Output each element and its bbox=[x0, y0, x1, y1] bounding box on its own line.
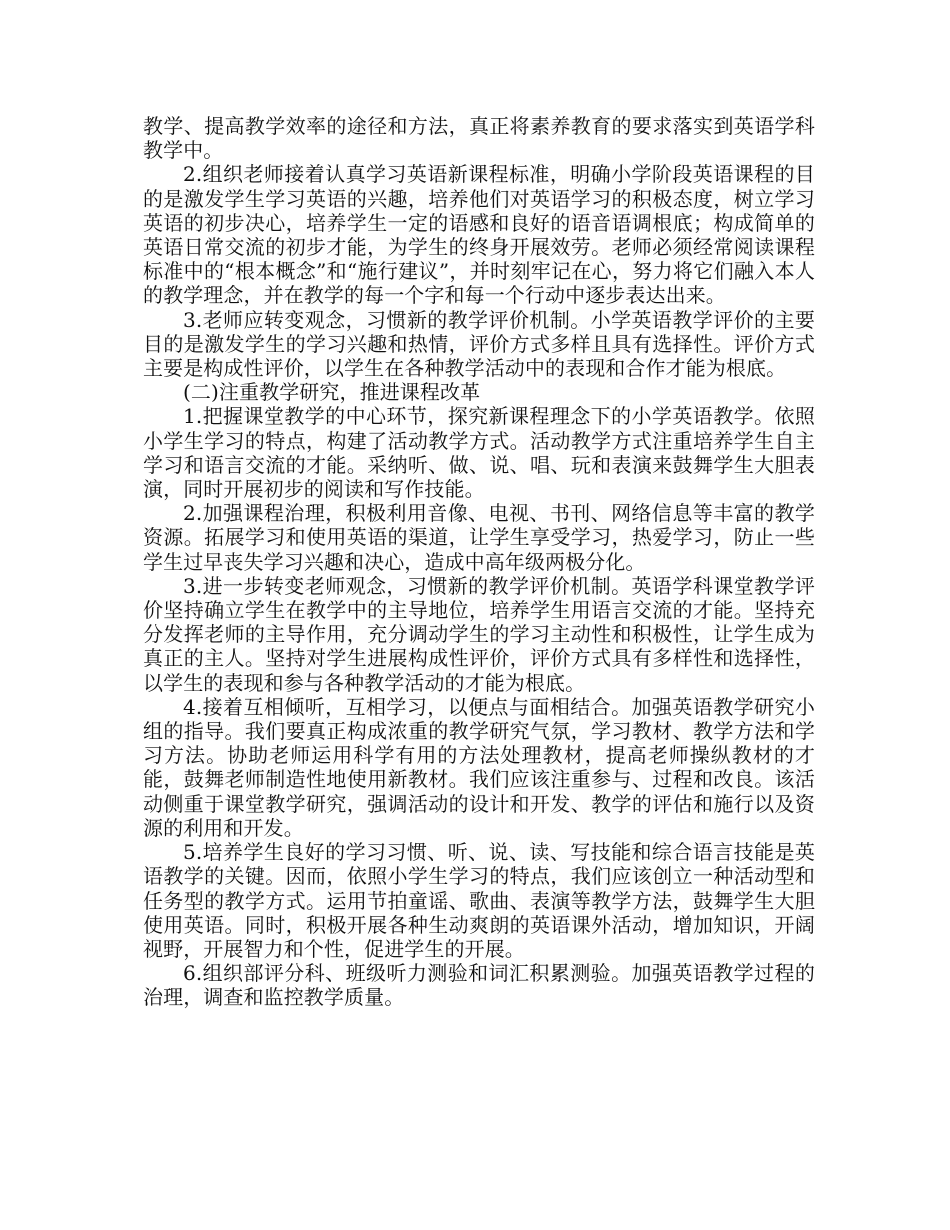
paragraph-item-4: 4.接着互相倾听，互相学习，以便点与面相结合。加强英语教学研究小组的指导。我们要真正构成浓重的教学研究气氛，学习教材、教学方法和学习方法。协助老师运用科学有用的方法处理教材，提高老师操纵教材的才能，鼓舞老师制造性地使用新教材。我们应该注重参与、过程和改良。该活动侧重于课堂教学研究，强调活动的设计和开发、教学的评估和施行以及资源的利用和开发。 bbox=[143, 694, 815, 840]
document-body bbox=[143, 114, 815, 1010]
paragraph-item-2: 2.组织老师接着认真学习英语新课程标准，明确小学阶段英语课程的目的是激发学生学习英语的兴趣，培养他们对英语学习的积极态度，树立学习英语的初步决心，培养学生一定的语感和良好的语音语调根底；构成简单的英语日常交流的初步才能，为学生的终身开展效劳。老师必须经常阅读课程标准中的“根本概念”和“施行建议”，并时刻牢记在心，努力将它们融入本人的教学理念，并在教学的每一个字和每一个行动中逐步表达出来。 bbox=[143, 162, 815, 308]
paragraph-item-2b: 2.加强课程治理，积极利用音像、电视、书刊、网络信息等丰富的教学资源。拓展学习和使用英语的渠道，让学生享受学习，热爱学习，防止一些学生过早丧失学习兴趣和决心，造成中高年级两极分化。 bbox=[143, 501, 815, 574]
paragraph-continuation: 教学、提高教学效率的途径和方法，真正将素养教育的要求落实到英语学科教学中。 bbox=[143, 114, 815, 163]
section-heading: (二)注重教学研究，推进课程改革 bbox=[183, 380, 481, 405]
paragraph-item-1: 1.把握课堂教学的中心环节，探究新课程理念下的小学英语教学。依照小学生学习的特点，构建了活动教学方式。活动教学方式注重培养学生自主学习和语言交流的才能。采纳听、做、说、唱、玩和表演来鼓舞学生大胆表演，同时开展初步的阅读和写作技能。 bbox=[143, 404, 815, 502]
paragraph-item-3: 3.老师应转变观念，习惯新的教学评价机制。小学英语教学评价的主要目的是激发学生的学习兴趣和热情，评价方式多样且具有选择性。评价方式主要是构成性评价，以学生在各种教学活动中的表现和合作才能为根底。 bbox=[143, 307, 815, 381]
paragraph-item-6: 6.组织部评分科、班级听力测验和词汇积累测验。加强英语教学过程的治理，调查和监控教学质量。 bbox=[143, 961, 815, 1010]
paragraph-item-5: 5.培养学生良好的学习习惯、听、说、读、写技能和综合语言技能是英语教学的关键。因而，依照小学生学习的特点，我们应该创立一种活动型和任务型的教学方式。运用节拍童谣、歌曲、表演等教学方法，鼓舞学生大胆使用英语。同时，积极开展各种生动爽朗的英语课外活动，增加知识，开阔视野，开展智力和个性，促进学生的开展。 bbox=[143, 840, 815, 961]
paragraph-item-3b: 3.进一步转变老师观念，习惯新的教学评价机制。英语学科课堂教学评价坚持确立学生在教学中的主导地位，培养学生用语言交流的才能。坚持充分发挥老师的主导作用，充分调动学生的学习主动性和积极性，让学生成为真正的主人。坚持对学生进展构成性评价，评价方式具有多样性和选择性，以学生的表现和参与各种教学活动的才能为根底。 bbox=[143, 573, 815, 695]
